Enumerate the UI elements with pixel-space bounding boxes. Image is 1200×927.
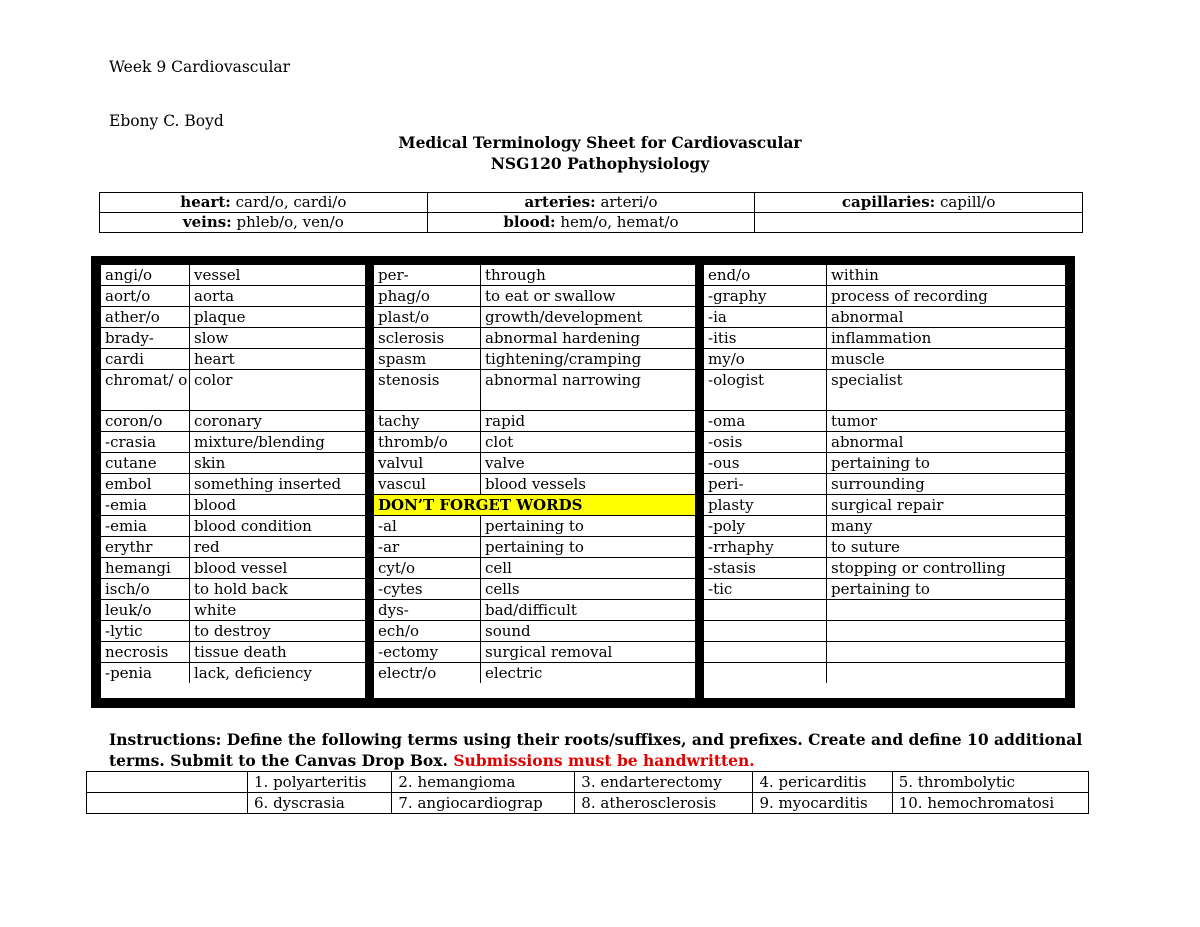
term-meaning: heart (190, 349, 366, 370)
term-meaning: tissue death (190, 642, 366, 663)
term-meaning: pertaining to (827, 453, 1066, 474)
word-cell: 8. atherosclerosis (575, 793, 753, 814)
term-root: coron/o (101, 411, 190, 432)
term-row (704, 349, 1065, 370)
term-root: thromb/o (374, 432, 481, 453)
term-root: erythr (101, 537, 190, 558)
root-cell: veins: phleb/o, ven/o (100, 213, 428, 233)
term-row (374, 621, 695, 642)
term-row (374, 411, 695, 432)
term-row (374, 265, 695, 286)
term-root: phag/o (374, 286, 481, 307)
term-root: hemangi (101, 558, 190, 579)
term-row (374, 370, 695, 411)
terms-box (91, 256, 1075, 708)
term-meaning: stopping or controlling (827, 558, 1066, 579)
term-meaning: specialist (827, 370, 1066, 411)
term-row (101, 642, 365, 663)
term-row (704, 265, 1065, 286)
term-root: -ologist (704, 370, 827, 411)
week-label: Week 9 Cardiovascular (109, 58, 291, 76)
term-root: -ia (704, 307, 827, 328)
term-row (704, 328, 1065, 349)
term-meaning: skin (190, 453, 366, 474)
term-row (704, 286, 1065, 307)
term-root: tachy (374, 411, 481, 432)
term-root: -graphy (704, 286, 827, 307)
term-row (101, 286, 365, 307)
term-meaning: rapid (481, 411, 696, 432)
term-row (704, 516, 1065, 537)
term-row (101, 432, 365, 453)
term-root: -stasis (704, 558, 827, 579)
term-root: -penia (101, 663, 190, 684)
term-row (374, 600, 695, 621)
term-meaning: growth/development (481, 307, 696, 328)
term-row (101, 663, 365, 684)
term-meaning: muscle (827, 349, 1066, 370)
term-row (704, 411, 1065, 432)
term-meaning: tumor (827, 411, 1066, 432)
term-row (101, 328, 365, 349)
word-cell: 9. myocarditis (753, 793, 892, 814)
term-meaning: to destroy (190, 621, 366, 642)
term-root: -cytes (374, 579, 481, 600)
term-root: my/o (704, 349, 827, 370)
term-meaning: surgical removal (481, 642, 696, 663)
term-root: -ous (704, 453, 827, 474)
term-row (704, 432, 1065, 453)
term-meaning: through (481, 265, 696, 286)
term-meaning: abnormal hardening (481, 328, 696, 349)
term-meaning: blood (190, 495, 366, 516)
term-row (704, 558, 1065, 579)
term-root: aort/o (101, 286, 190, 307)
term-row (101, 579, 365, 600)
term-meaning: red (190, 537, 366, 558)
term-root: isch/o (101, 579, 190, 600)
roots-table (99, 192, 1083, 233)
term-meaning: coronary (190, 411, 366, 432)
term-meaning: something inserted (190, 474, 366, 495)
term-meaning: bad/difficult (481, 600, 696, 621)
term-row (101, 349, 365, 370)
word-cell: 3. endarterectomy (575, 772, 753, 793)
term-root: -ar (374, 537, 481, 558)
term-root: sclerosis (374, 328, 481, 349)
term-meaning: process of recording (827, 286, 1066, 307)
term-row (101, 411, 365, 432)
term-row (704, 579, 1065, 600)
root-cell-empty (755, 213, 1083, 233)
term-meaning: mixture/blending (190, 432, 366, 453)
term-meaning: lack, deficiency (194, 664, 312, 682)
term-root: necrosis (101, 642, 190, 663)
term-root: -crasia (101, 432, 190, 453)
term-row (374, 453, 695, 474)
course-title: NSG120 Pathophysiology (490, 154, 710, 173)
term-meaning: valve (481, 453, 696, 474)
term-root: chromat/ o (101, 370, 190, 411)
term-meaning: sound (481, 621, 696, 642)
term-row (374, 558, 695, 579)
term-root: per- (374, 265, 481, 286)
term-meaning: abnormal (827, 432, 1066, 453)
term-root: end/o (704, 265, 827, 286)
root-cell: blood: hem/o, hemat/o (427, 213, 755, 233)
term-meaning: white (190, 600, 366, 621)
handwritten-warning: Submissions must be handwritten. (453, 751, 755, 770)
instructions: Instructions: Define the following terms using their roots/suffixes, and prefixes. Create and define 10 additional terms. Submit to the Canvas Drop Box. Submissions must be handwritten. (109, 730, 1083, 770)
term-row (374, 432, 695, 453)
words-table (86, 771, 1089, 814)
term-row (101, 495, 365, 516)
word-cell: 6. dyscrasia (248, 793, 392, 814)
term-meaning: tightening/cramping (481, 349, 696, 370)
term-root: -rrhaphy (704, 537, 827, 558)
term-meaning: plaque (190, 307, 366, 328)
term-row (704, 370, 1065, 411)
term-row (374, 349, 695, 370)
term-row (374, 286, 695, 307)
term-root: stenosis (374, 370, 481, 411)
term-row (704, 307, 1065, 328)
term-meaning: clot (481, 432, 696, 453)
term-meaning: blood vessel (190, 558, 366, 579)
author-name: Ebony C. Boyd (109, 112, 224, 130)
term-root: -al (374, 516, 481, 537)
term-meaning: pertaining to (481, 537, 696, 558)
term-row (101, 307, 365, 328)
term-root: spasm (374, 349, 481, 370)
term-row (101, 621, 365, 642)
term-meaning: vessel (190, 265, 366, 286)
term-row (374, 307, 695, 328)
root-cell: capillaries: capill/o (755, 193, 1083, 213)
root-cell: heart: card/o, cardi/o (100, 193, 428, 213)
term-row (374, 328, 695, 349)
term-meaning: abnormal (827, 307, 1066, 328)
terms-column-2 (374, 265, 695, 698)
term-meaning: many (827, 516, 1066, 537)
term-root: -lytic (101, 621, 190, 642)
term-meaning: cells (481, 579, 696, 600)
term-meaning: abnormal narrowing (481, 370, 696, 411)
term-meaning: pertaining to (481, 516, 696, 537)
dont-forget-words: DON’T FORGET WORDS (374, 495, 695, 516)
terms-column-1 (101, 265, 365, 698)
term-root: -emia (101, 516, 190, 537)
term-meaning: slow (190, 328, 366, 349)
word-cell: 5. thrombolytic (892, 772, 1088, 793)
term-root: -emia (101, 495, 190, 516)
term-row (374, 579, 695, 600)
term-root: ather/o (101, 307, 190, 328)
term-meaning: aorta (190, 286, 366, 307)
term-root: brady- (101, 328, 190, 349)
term-meaning: to hold back (190, 579, 366, 600)
term-row (101, 537, 365, 558)
term-root: peri- (704, 474, 827, 495)
term-meaning: to suture (827, 537, 1066, 558)
word-cell: 1. polyarteritis (248, 772, 392, 793)
term-root: dys- (374, 600, 481, 621)
term-root: -poly (704, 516, 827, 537)
term-root: cutane (101, 453, 190, 474)
term-meaning: pertaining to (827, 579, 1066, 600)
terms-column-3 (704, 265, 1065, 698)
term-root: ech/o (374, 621, 481, 642)
term-meaning: blood condition (190, 516, 366, 537)
term-meaning: within (827, 265, 1066, 286)
term-root: -osis (704, 432, 827, 453)
term-row (704, 453, 1065, 474)
term-root: embol (101, 474, 190, 495)
term-root: plasty (704, 495, 827, 516)
term-row (704, 537, 1065, 558)
word-cell: 2. hemangioma (392, 772, 575, 793)
word-cell: 7. angiocardiograp (392, 793, 575, 814)
term-row (374, 516, 695, 537)
term-row (374, 663, 695, 684)
term-meaning: to eat or swallow (481, 286, 696, 307)
term-row (101, 265, 365, 286)
term-row (101, 558, 365, 579)
term-row (374, 642, 695, 663)
word-cell: 10. hemochromatosi (892, 793, 1088, 814)
term-row (101, 474, 365, 495)
term-row (374, 537, 695, 558)
term-meaning: blood vessels (481, 474, 696, 495)
term-row (101, 600, 365, 621)
term-meaning: surgical repair (827, 495, 1066, 516)
term-root: leuk/o (101, 600, 190, 621)
root-cell: arteries: arteri/o (427, 193, 755, 213)
term-row (374, 474, 695, 495)
term-root: cardi (101, 349, 190, 370)
term-row (101, 370, 365, 411)
term-meaning: inflammation (827, 328, 1066, 349)
term-meaning: cell (481, 558, 696, 579)
term-row (704, 474, 1065, 495)
word-cell: 4. pericarditis (753, 772, 892, 793)
term-row (101, 516, 365, 537)
term-root: -ectomy (374, 642, 481, 663)
term-root: -tic (704, 579, 827, 600)
term-root: cyt/o (374, 558, 481, 579)
term-meaning: surrounding (827, 474, 1066, 495)
term-row (101, 453, 365, 474)
term-root: -itis (704, 328, 827, 349)
term-meaning: electric (485, 664, 543, 682)
term-root: electr/o (374, 663, 481, 684)
term-root: valvul (374, 453, 481, 474)
term-root: plast/o (374, 307, 481, 328)
page-title: Medical Terminology Sheet for Cardiovascular (398, 133, 802, 152)
term-root: -oma (704, 411, 827, 432)
term-row (704, 495, 1065, 516)
term-meaning: color (190, 370, 366, 411)
term-root: vascul (374, 474, 481, 495)
term-root: angi/o (101, 265, 190, 286)
